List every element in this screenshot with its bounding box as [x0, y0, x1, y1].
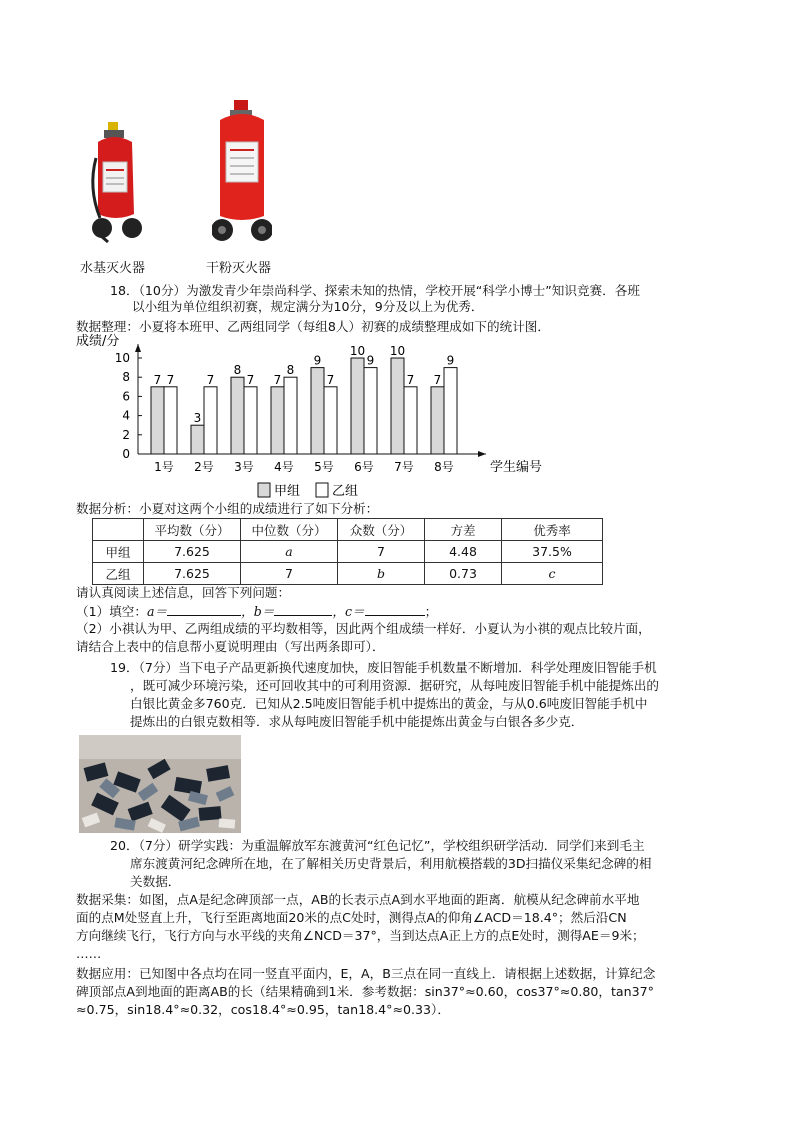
- bar: [244, 387, 257, 454]
- table-header-row: [93, 519, 603, 541]
- y-tick-label: 6: [122, 389, 130, 404]
- q18-part1-c: ，c＝: [332, 604, 365, 619]
- score-bar-chart: [74, 330, 554, 502]
- x-tick-label: 5号: [314, 460, 334, 474]
- legend-swatch: [316, 483, 328, 497]
- table-cell: c: [502, 563, 603, 585]
- stats-table: [92, 518, 603, 585]
- q20-collect3: 方向继续飞行，飞行方向与水平线的夹角∠NCD＝37°，当到达点A正上方的点E处时，测得AE＝9米；: [76, 928, 645, 943]
- x-axis-arrow: [478, 451, 486, 457]
- table-cell: 甲组: [93, 541, 144, 563]
- table-header-cell: 方差: [425, 519, 502, 541]
- q19-line3: 白银比黄金多760克．已知从2.5吨废旧智能手机中提炼出的黄金，与从0.6吨废旧智能手机中: [130, 696, 648, 711]
- q20-collect1: 数据采集：如图，点A是纪念碑顶部一点，AB的长表示点A到水平地面的距离．航模从纪念碑前水平地: [76, 892, 640, 907]
- y-axis-label: 成绩/分: [76, 334, 120, 349]
- bar: [191, 425, 204, 454]
- q18-read: 请认真阅读上述信息，回答下列问题：: [76, 585, 291, 600]
- q20-line2: 席东渡黄河纪念碑所在地，在了解相关历史背景后，利用航模搭载的3D扫描仪采集纪念碑的相: [130, 856, 652, 871]
- bar-value-label: 7: [433, 372, 442, 387]
- table-cell: 4.48: [425, 541, 502, 563]
- y-tick-label: 0: [122, 447, 130, 461]
- bar: [151, 387, 164, 454]
- legend-swatch: [258, 483, 270, 497]
- x-tick-label: 6号: [354, 460, 374, 474]
- bar-value-label: 9: [446, 353, 455, 368]
- q18-part1-a: a＝: [146, 604, 168, 619]
- x-tick-label: 3号: [234, 460, 254, 474]
- bar: [311, 368, 324, 454]
- y-tick-label: 2: [122, 427, 130, 442]
- bar: [351, 358, 364, 454]
- q18-part1-prefix: （1）填空：: [76, 604, 147, 619]
- bar-value-label: 9: [313, 353, 322, 368]
- table-cell: a: [241, 541, 338, 563]
- bar: [444, 368, 457, 454]
- bar-value-label: 10: [349, 344, 366, 358]
- y-tick-label: 10: [114, 351, 130, 365]
- q20-line1: 20．（7分）研学实践：为重温解放军东渡黄河“红色记忆”，学校组织研学活动．同学们来到毛主: [110, 838, 645, 853]
- water-extinguisher-image: [86, 118, 146, 246]
- table-row: [93, 541, 603, 563]
- extinguisher1-caption: 水基灭火器: [80, 261, 146, 276]
- q18-part2-line1: （2）小祺认为甲、乙两组成绩的平均数相等，因此两个组成绩一样好．小夏认为小祺的观点比较片面，: [76, 621, 651, 636]
- bar-value-label: 3: [193, 411, 202, 426]
- bar-value-label: 8: [233, 363, 242, 378]
- x-tick-label: 7号: [394, 460, 414, 474]
- y-tick-label: 8: [122, 370, 130, 385]
- bar: [364, 368, 377, 454]
- bar: [284, 377, 297, 454]
- x-axis-label: 学生编号: [490, 460, 543, 475]
- x-tick-label: 4号: [274, 460, 294, 474]
- q19-line4: 提炼出的白银克数相等．求从每吨废旧智能手机中能提炼出黄金与白银各多少克．: [130, 714, 584, 729]
- q18-line2: 以小组为单位组织初赛，规定满分为10分，9分及以上为优秀．: [132, 299, 484, 314]
- q18-part1: [76, 602, 437, 621]
- legend-label: 甲组: [274, 484, 301, 499]
- q18-part1-end: ；: [424, 604, 438, 619]
- q19-line1: 19．（7分）当下电子产品更新换代速度加快，废旧智能手机数量不断增加．科学处理废旧智能手机: [110, 660, 657, 675]
- table-header-cell: 中位数（分）: [241, 519, 338, 541]
- bar: [231, 377, 244, 454]
- q20-collect2: 面的点M处竖直上升，飞行至距离地面20米的点C处时，测得点A的仰角∠ACD＝18.4°；然后沿CN: [76, 910, 627, 925]
- bar: [271, 387, 284, 454]
- y-axis-arrow: [135, 344, 141, 352]
- q20-line3: 关数据．: [130, 874, 181, 889]
- q18-part1-b: ，b＝: [241, 604, 275, 619]
- q19-line2: ，既可减少环境污染，还可回收其中的可利用资源．据研究，从每吨废旧智能手机中能提炼出的: [130, 678, 659, 693]
- bar-value-label: 7: [166, 372, 175, 387]
- table-cell: 7: [241, 563, 338, 585]
- bar: [164, 387, 177, 454]
- bar-value-label: 8: [286, 363, 295, 378]
- q20-apply1: 数据应用：已知图中各点均在同一竖直平面内，E，A，B三点在同一直线上．请根据上述数据，计算纪念: [76, 966, 656, 981]
- table-header-cell: [93, 519, 144, 541]
- answer-blank-a: [167, 602, 241, 616]
- q20-apply3: ≈0.75，sin18.4°≈0.32，cos18.4°≈0.95，tan18.4°≈0.33）．: [76, 1002, 450, 1017]
- bar-value-label: 7: [273, 372, 282, 387]
- q18-data-sort: 数据整理：小夏将本班甲、乙两组同学（每组8人）初赛的成绩整理成如下的统计图．: [76, 319, 550, 334]
- q20-collect4: ……: [76, 946, 102, 961]
- bar-value-label: 7: [246, 372, 255, 387]
- table-cell: 37.5%: [502, 541, 603, 563]
- extinguisher2-caption: 干粉灭火器: [206, 261, 272, 276]
- x-tick-label: 8号: [434, 460, 454, 474]
- bar: [391, 358, 404, 454]
- q18-analysis: 数据分析：小夏对这两个小组的成绩进行了如下分析：: [76, 501, 379, 516]
- table-cell: b: [338, 563, 425, 585]
- legend-label: 乙组: [332, 484, 359, 499]
- bar: [324, 387, 337, 454]
- bar: [404, 387, 417, 454]
- table-header-cell: 众数（分）: [338, 519, 425, 541]
- table-header-cell: 优秀率: [502, 519, 603, 541]
- bar: [431, 387, 444, 454]
- powder-extinguisher-image: [212, 98, 272, 244]
- bar-value-label: 7: [153, 372, 162, 387]
- bar-value-label: 9: [366, 353, 375, 368]
- bar-value-label: 10: [389, 344, 406, 358]
- answer-blank-b: [274, 602, 332, 616]
- table-cell: 乙组: [93, 563, 144, 585]
- bar: [204, 387, 217, 454]
- x-tick-label: 2号: [194, 460, 214, 474]
- q18-part2-line2: 请结合上表中的信息帮小夏说明理由（写出两条即可）．: [76, 639, 385, 654]
- discarded-phones-photo: [79, 735, 241, 833]
- y-tick-label: 4: [122, 408, 130, 423]
- bar-value-label: 7: [406, 372, 415, 387]
- answer-blank-c: [365, 602, 425, 616]
- table-cell: 0.73: [425, 563, 502, 585]
- table-cell: 7: [338, 541, 425, 563]
- table-cell: 7.625: [144, 541, 241, 563]
- q18-line1: 18．（10分）为激发青少年崇尚科学、探索未知的热情，学校开展“科学小博士”知识竞赛．各班: [110, 283, 640, 298]
- table-cell: 7.625: [144, 563, 241, 585]
- q20-apply2: 碑顶部点A到地面的距离AB的长（结果精确到1米．参考数据：sin37°≈0.60，cos37°≈0.80，tan37°: [76, 984, 654, 999]
- bar-value-label: 7: [326, 372, 335, 387]
- bar-value-label: 7: [206, 372, 215, 387]
- table-row: [93, 563, 603, 585]
- table-header-cell: 平均数（分）: [144, 519, 241, 541]
- x-tick-label: 1号: [154, 460, 174, 474]
